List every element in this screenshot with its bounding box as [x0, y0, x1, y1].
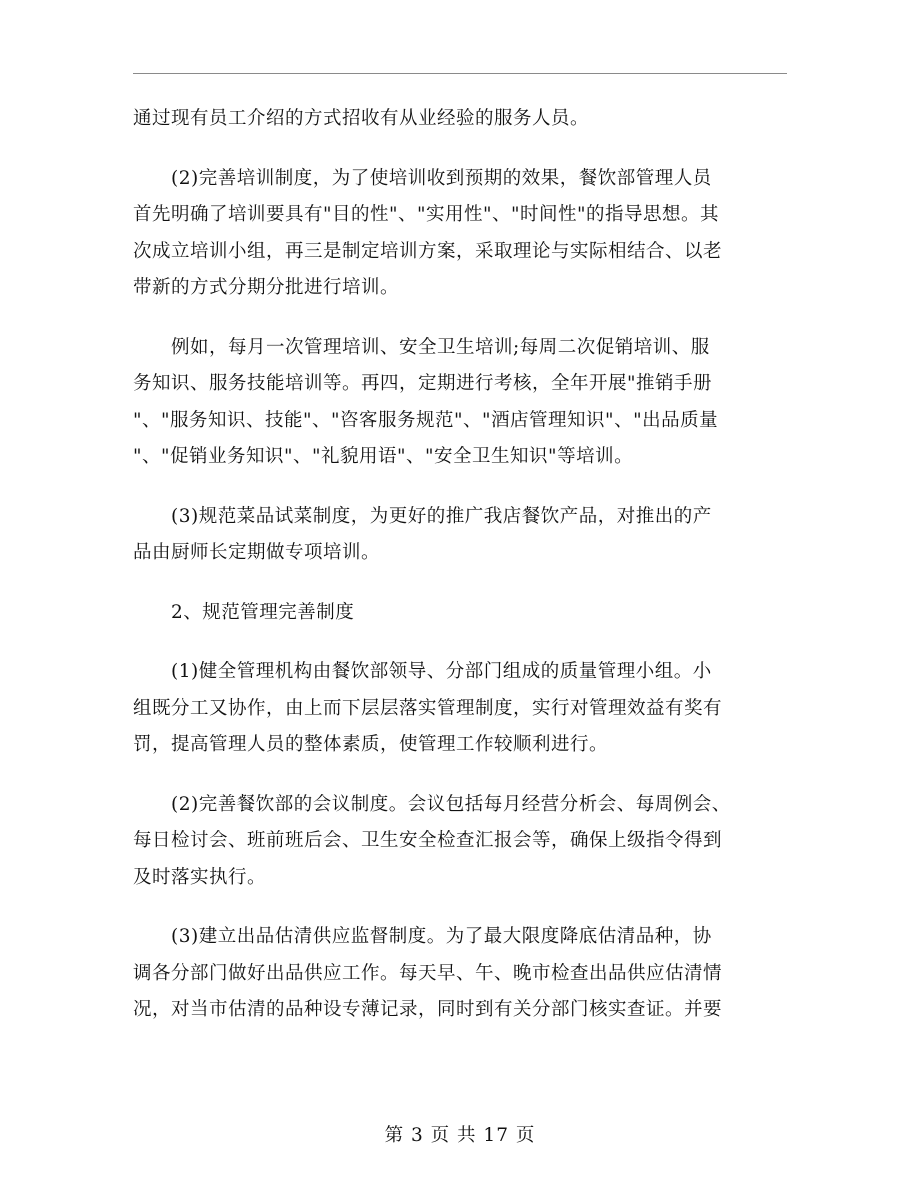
paragraph — [133, 499, 787, 572]
text-line: 例如，每月一次管理培训、安全卫生培训;每周二次促销培训、服 — [171, 336, 710, 358]
text-line: 品由厨师长定期做专项培训。 — [133, 542, 381, 563]
text-line: (1)健全管理机构由餐饮部领导、分部门组成的质量管理小组。小 — [171, 661, 712, 682]
header-rule — [133, 73, 787, 74]
text-line: 调各分部门做好出品供应工作。每天早、午、晚市检查出品供应估清情 — [133, 962, 723, 984]
paragraph — [133, 101, 787, 138]
text-line: (3)建立出品估清供应监督制度。为了最大限度降底估清品种，协 — [171, 926, 712, 947]
text-line: (2)完善餐饮部的会议制度。会议包括每月经营分析会、每周例会、 — [171, 793, 731, 815]
text-line: "、"促销业务知识"、"礼貌用语"、"安全卫生知识"等培训。 — [133, 446, 634, 467]
paragraph — [133, 919, 787, 1029]
text-line: 务知识、服务技能培训等。再四，定期进行考核，全年开展"推销手册 — [133, 373, 713, 394]
text-line: 次成立培训小组，再三是制定培训方案，采取理论与实际相结合、以老 — [133, 240, 723, 262]
text-line: 况，对当市估清的品种设专薄记录，同时到有关分部门核实查证。并要 — [133, 999, 723, 1020]
paragraph — [133, 330, 787, 476]
text-line: 每日检讨会、班前班后会、卫生安全检查汇报会等，确保上级指令得到 — [133, 830, 723, 851]
text-line: (3)规范菜品试菜制度，为更好的推广我店餐饮产品，对推出的产 — [171, 505, 712, 527]
paragraph — [133, 654, 787, 764]
text-line: 及时落实执行。 — [133, 866, 267, 888]
paragraph — [133, 161, 787, 307]
text-line: "、"服务知识、技能"、"咨客服务规范"、"酒店管理知识"、"出品质量 — [133, 409, 719, 431]
text-line: 通过现有员工介绍的方式招收有从业经验的服务人员。 — [133, 108, 590, 129]
text-line: 组既分工又协作，由上而下层层落实管理制度，实行对管理效益有奖有 — [133, 697, 723, 719]
text-line: 2、规范管理完善制度 — [171, 601, 355, 623]
page-number: 第 3 页 共 17 页 — [384, 1125, 536, 1146]
text-line: 带新的方式分期分批进行培训。 — [133, 277, 400, 298]
text-line: (2)完善培训制度，为了使培训收到预期的效果，餐饮部管理人员 — [171, 167, 712, 189]
text-line: 首先明确了培训要具有"目的性"、"实用性"、"时间性"的指导思想。其 — [133, 204, 720, 225]
section-heading — [133, 595, 787, 632]
text-line: 罚，提高管理人员的整体素质，使管理工作较顺利进行。 — [133, 734, 609, 755]
document-body — [133, 101, 787, 1052]
page-footer — [0, 1121, 920, 1147]
paragraph — [133, 787, 787, 897]
